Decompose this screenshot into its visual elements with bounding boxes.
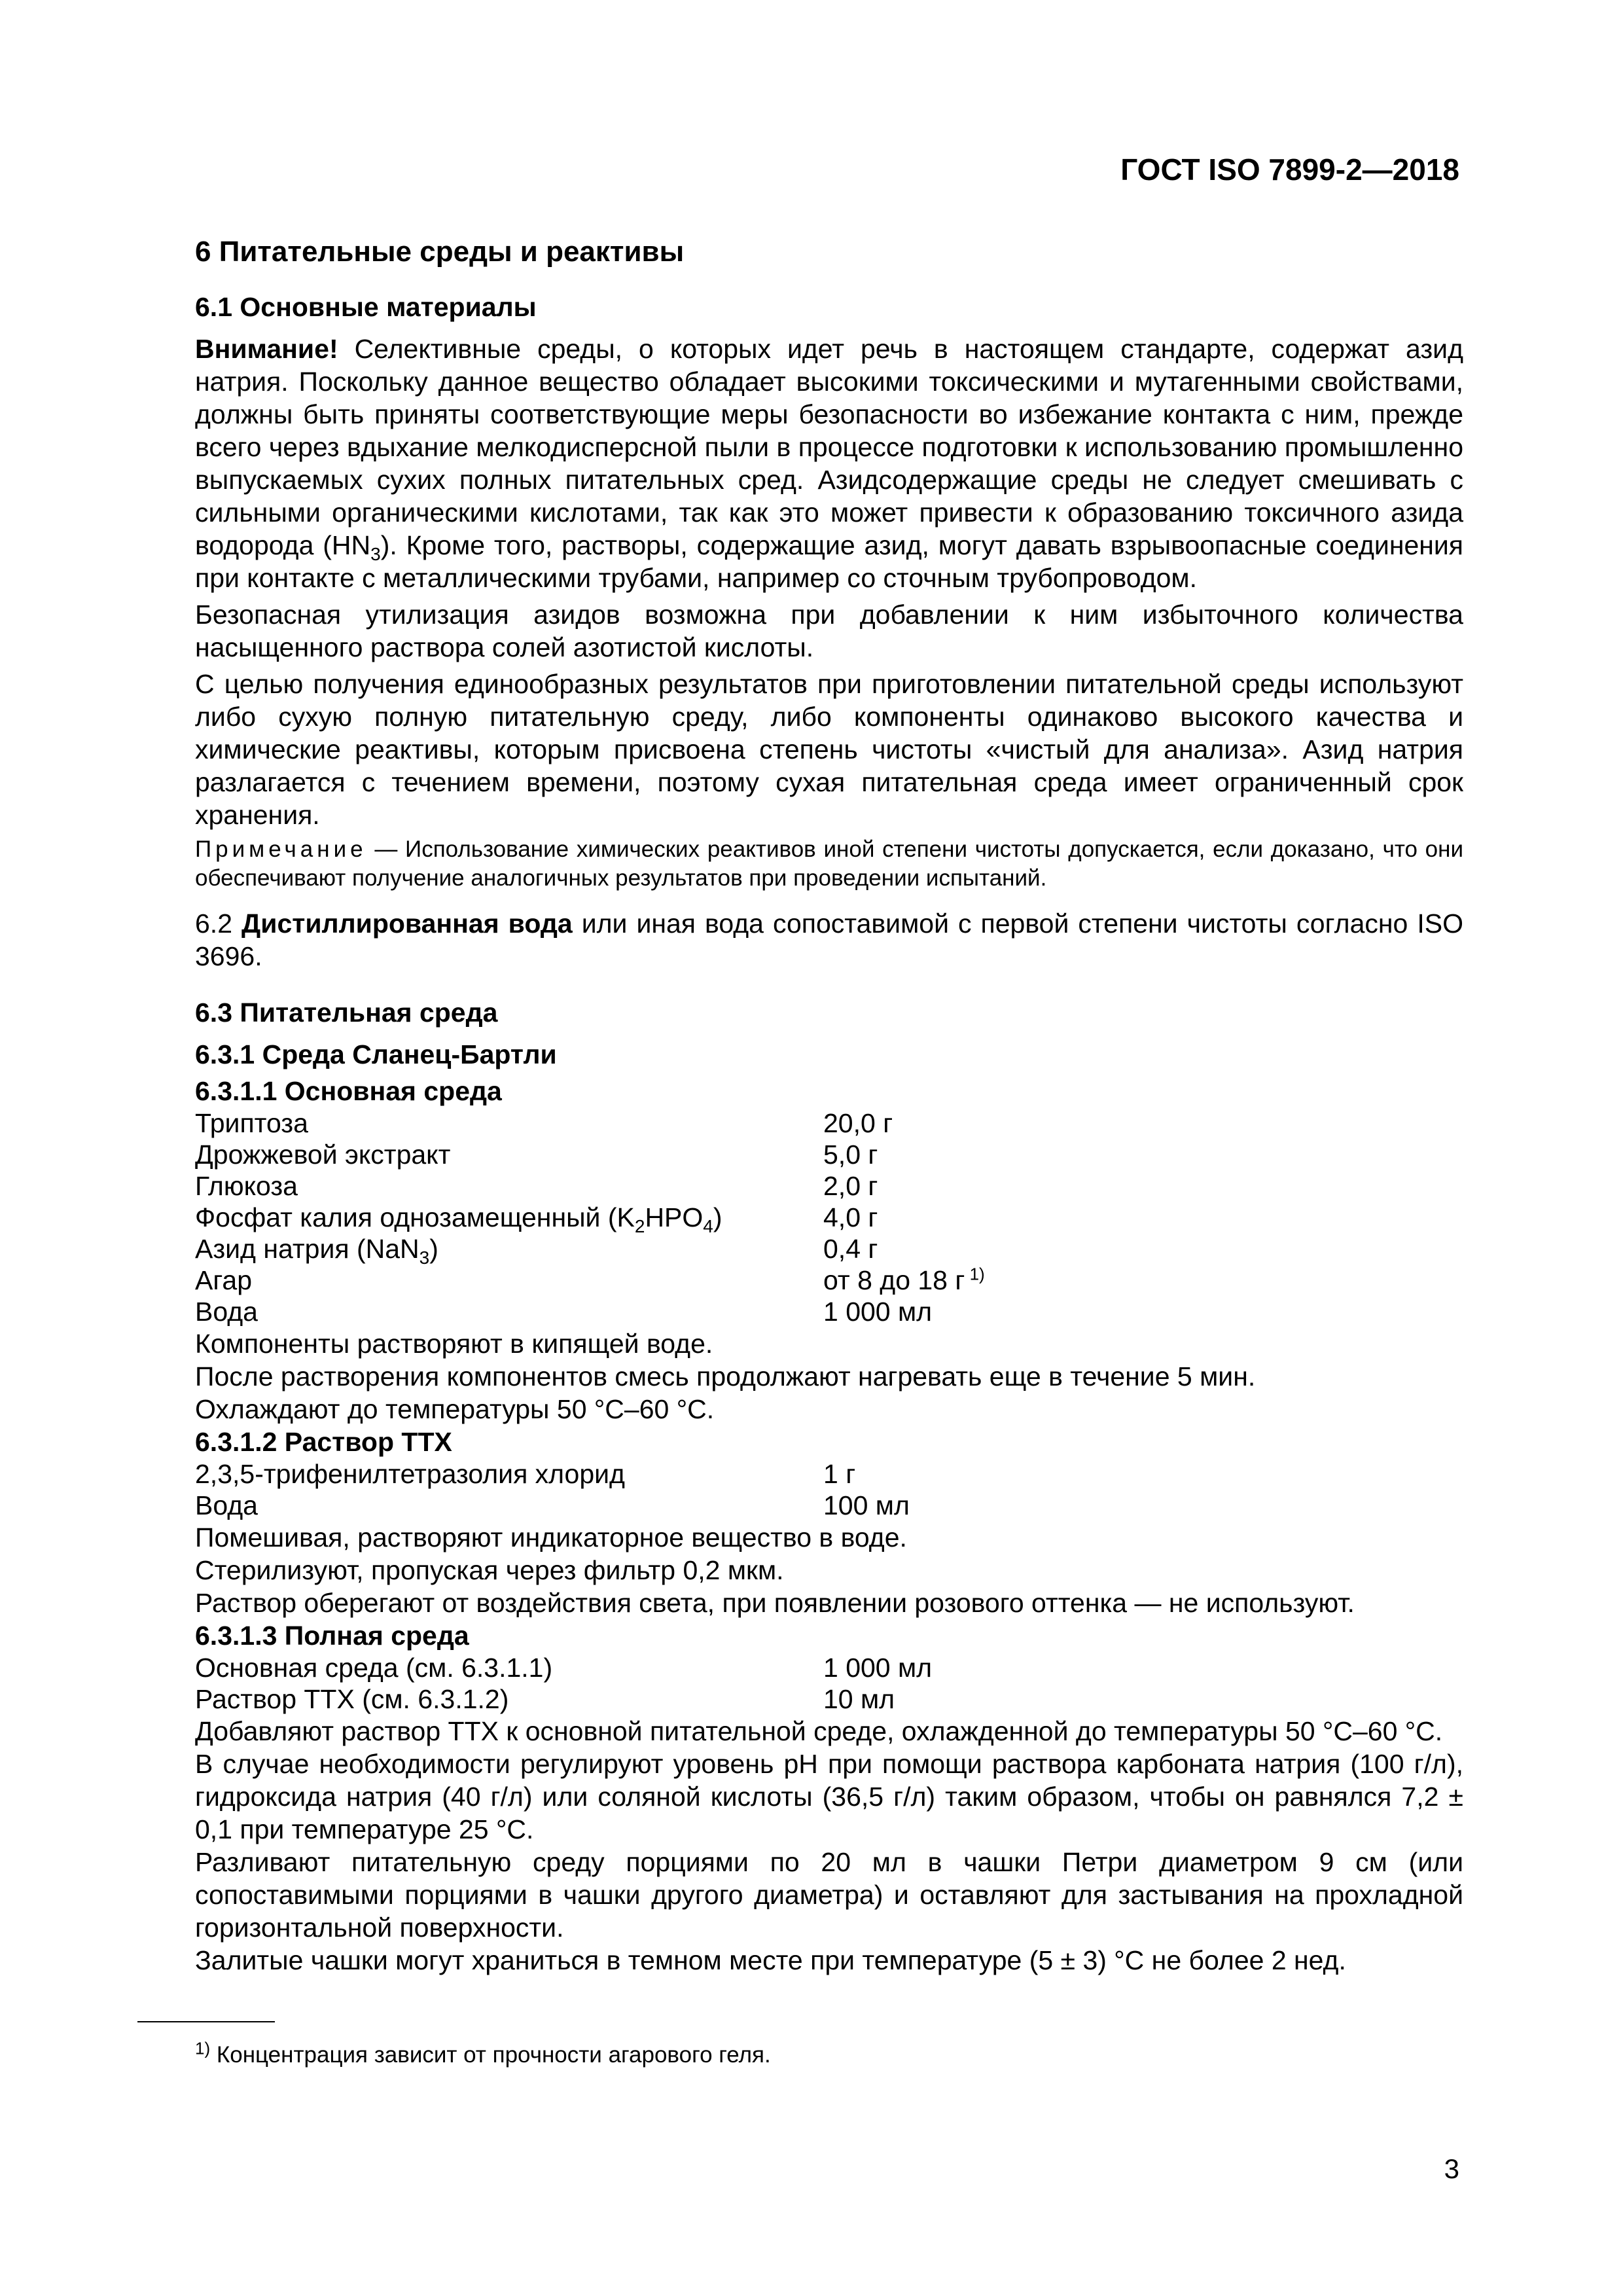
step-text: Компоненты растворяют в кипящей воде. <box>195 1329 713 1359</box>
component-name: Раствор ТТХ (см. 6.3.1.2) <box>195 1684 509 1714</box>
component-name: Вода <box>195 1297 258 1327</box>
section-6-1-title: 6.1 Основные материалы <box>195 292 537 322</box>
warning-paragraph <box>195 332 1463 594</box>
ttc-components <box>195 1458 1463 1521</box>
component-name: Вода <box>195 1490 258 1520</box>
component-name: Азид натрия (NaN$_3$) <box>195 1234 438 1268</box>
section-6-2-text: или иная вода сопоставимой с первой степени чистоты согласно ISO 3696. <box>195 908 1463 971</box>
step-text: Помешивая, растворяют индикаторное вещество в воде. <box>195 1522 907 1552</box>
note-paragraph <box>195 835 1463 893</box>
component-name: Глюкоза <box>195 1171 298 1201</box>
component-qty: 0,4 г <box>823 1234 878 1264</box>
footnote-mark: 1) <box>195 2038 211 2058</box>
component-qty: 5,0 г <box>823 1139 878 1170</box>
footnote-ref: 1) <box>965 1264 985 1284</box>
component-qty: от 8 до 18 г $^{1)}$ <box>823 1264 985 1295</box>
component-name: Агар <box>195 1265 253 1295</box>
note-text: — Использование химических реактивов иной степени чистоты допускается, если доказано, что они обеспечивают получение аналогичных результатов при проведении испытаний. <box>195 836 1463 891</box>
purity-paragraph: С целью получения единообразных результатов при приготовлении питательной среды используют либо сухую полную питательную среду, либо компоненты одинаково высокого качества и химические реактивы, которым присвоена степень чистоты «чистый для анализа». Азид натрия разлагается с течением времени, поэтому сухая питательная среда имеет ограниченный срок хранения. <box>195 669 1463 830</box>
component-name: Триптоза <box>195 1108 308 1138</box>
section-6-3-title: 6.3 Питательная среда <box>195 997 498 1028</box>
component-name: Дрожжевой экстракт <box>195 1139 451 1170</box>
component-name: Фосфат калия однозамещенный $(K_2HPO_4)$ <box>195 1202 722 1237</box>
component-row <box>195 1265 1463 1296</box>
component-row <box>195 1139 1463 1170</box>
section-6-3-1-2-title: 6.3.1.2 Раствор ТТХ <box>195 1427 452 1457</box>
step-text: Охлаждают до температуры 50 °С–60 °С. <box>195 1394 715 1424</box>
component-row <box>195 1170 1463 1202</box>
section-6-2-paragraph <box>195 907 1463 973</box>
component-qty: 1 000 мл <box>823 1297 933 1327</box>
section-6-title: 6 Питательные среды и реактивы <box>195 236 685 268</box>
footnote <box>195 2038 771 2068</box>
section-6-3-1-1-title: 6.3.1.1 Основная среда <box>195 1076 502 1106</box>
component-row <box>195 1490 1463 1521</box>
main-content <box>195 229 1463 1977</box>
disposal-paragraph: Безопасная утилизация азидов возможна при добавлении к ним избыточного количества насыщенного раствора солей азотистой кислоты. <box>195 600 1463 662</box>
step-text: Стерилизуют, пропуская через фильтр 0,2 мкм. <box>195 1555 784 1585</box>
body-paragraph: Разливают питательную среду порциями по 20 мл в чашки Петри диаметром 9 см (или сопоставимыми порциями в чашки другого диаметра) и оставляют для застывания на прохладной горизонтальной поверхности. <box>195 1847 1463 1943</box>
component-row <box>195 1233 1463 1268</box>
component-name: 2,3,5-трифенилтетразолия хлорид <box>195 1459 625 1489</box>
component-row <box>195 1202 1463 1237</box>
page-number: 3 <box>1444 2153 1459 2184</box>
component-qty: 20,0 г <box>823 1108 893 1138</box>
component-row <box>195 1296 1463 1327</box>
warning-subscript: 3 <box>370 544 381 565</box>
component-name: Основная среда (см. 6.3.1.1) <box>195 1653 553 1683</box>
warning-text: Селективные среды, о которых идет речь в настоящем стандарте, содержат азид натрия. Поскольку данное вещество обладает высокими токсическими и мутагенными свойствами, должны быть приняты соответствующие меры безопасности во избежание контакта с ним, прежде всего через вдыхание мелкодисперсной пыли в процессе подготовки к использованию промышленно выпускаемых сухих полных питательных сред. Азидсодержащие среды не следует смешивать с сильными органическими кислотами, так как это может привести к образованию токсичного азида водорода (HN <box>195 334 1463 560</box>
warning-lead: Внимание! <box>195 334 338 364</box>
complete-medium-components <box>195 1652 1463 1715</box>
footnote-separator <box>137 2021 275 2022</box>
component-qty: 10 мл <box>823 1684 895 1714</box>
component-qty: 4,0 г <box>823 1202 878 1232</box>
component-qty: 2,0 г <box>823 1171 878 1201</box>
step-text: Раствор оберегают от воздействия света, при появлении розового оттенка — не используют. <box>195 1588 1355 1618</box>
footnote-text: Концентрация зависит от прочности агарового геля. <box>210 2042 771 2068</box>
component-qty: 1 г <box>823 1459 856 1489</box>
note-label: Примечание <box>195 836 367 862</box>
component-qty: 1 000 мл <box>823 1653 933 1683</box>
step-text: После растворения компонентов смесь продолжают нагревать еще в течение 5 мин. <box>195 1361 1256 1391</box>
body-paragraph: Добавляют раствор ТТХ к основной питательной среде, охлажденной до температуры 50 °С–60 °С. <box>195 1716 1443 1746</box>
body-paragraph: Залитые чашки могут храниться в темном месте при температуре (5 ± 3) °С не более 2 нед. <box>195 1945 1346 1975</box>
section-6-3-1-3-title: 6.3.1.3 Полная среда <box>195 1621 469 1651</box>
warning-tail: ). Кроме того, растворы, содержащие азид, могут давать взрывоопасные соединения при контакте с металлическими трубами, например со сточным трубопроводом. <box>195 530 1464 593</box>
base-medium-components <box>195 1107 1463 1327</box>
component-row <box>195 1683 1463 1715</box>
document-header: ГОСТ ISO 7899-2—2018 <box>1120 152 1459 187</box>
body-paragraph: В случае необходимости регулируют уровень pH при помощи раствора карбоната натрия (100 г/л), гидроксида натрия (40 г/л) или соляной кислоты (36,5 г/л) таким образом, чтобы он равнялся 7,2 ± 0,1 при температуре 25 °С. <box>195 1749 1463 1844</box>
component-qty: 100 мл <box>823 1490 910 1520</box>
component-row <box>195 1458 1463 1490</box>
section-6-3-1-title: 6.3.1 Среда Сланец-Бартли <box>195 1039 557 1069</box>
component-row <box>195 1652 1463 1683</box>
component-row <box>195 1107 1463 1139</box>
section-6-2-num: 6.2 <box>195 908 242 939</box>
section-6-2-bold: Дистиллированная вода <box>241 908 573 939</box>
